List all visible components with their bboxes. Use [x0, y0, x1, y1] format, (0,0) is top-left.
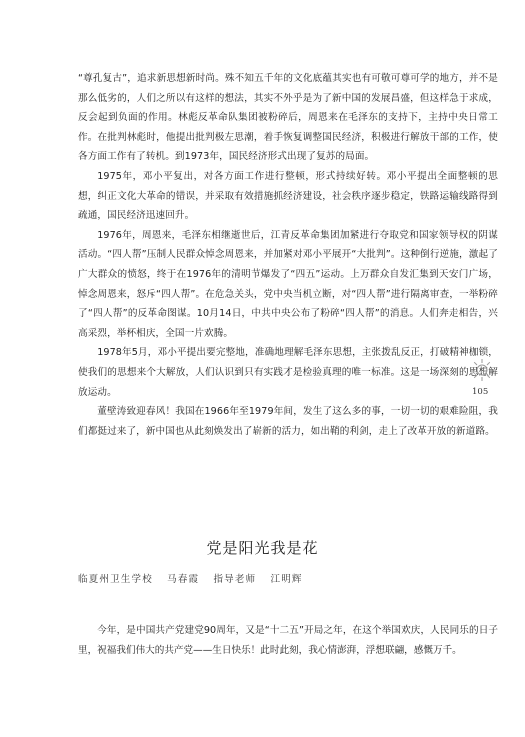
teacher-name: 江明辉 — [270, 574, 303, 585]
sun-ornament-icon — [470, 358, 494, 382]
paragraph-5: 董壁涛致迎春风！我国在1966年至1979年间，发生了这么多的事，一切一切的艰难险阻，我们都挺过来了，新中国也从此刻焕发出了崭新的活力，如出鞘的利剑，走上了改革开放的新道路。 — [78, 406, 498, 437]
main-text-block — [78, 69, 498, 441]
page-marker — [466, 358, 506, 408]
article-title: 党是阳光我是花 — [206, 539, 319, 557]
author-name: 马春霞 — [167, 574, 200, 585]
paragraph-1: “尊孔复古”，追求新思想新时尚。殊不知五千年的文化底蕴其实也有可敬可尊可学的地方，并不是那么低劣的，人们之所以有这样的想法，其实不外乎是为了新中国的发展昌盛，但这样急于求成，反会起到负面的作用。林彪反革命队集团被粉碎后，周恩来在毛泽东的支持下，主持中央日常工作。在批判林彪时，他提出批判极左思潮，着手恢复调整国民经济，积极进行解放干部的工作，使各方面工作有了转机。到1973年，国民经济形式出现了复苏的局面。 — [78, 73, 498, 163]
paragraph-3: 1976年，周恩来，毛泽东相继逝世后，江青反革命集团加紧进行夺取党和国家领导权的阴谋活动。“四人帮”压制人民群众悼念周恩来，并加紧对邓小平展开“大批判”。这种倒行逆施，激起了广大群众的愤怒，终于在1976年的清明节爆发了“四五”运动。上万群众自发汇集到天安门广场，悼念周恩来，怒斥“四人帮”。在危急关头，党中央当机立断，对“四人帮”进行隔离审查，一举粉碎了“四人帮”的反革命图谋。10月14日，中共中央公布了粉碎“四人帮”的消息。人们奔走相告，兴高采烈，举杯相庆，全国一片欢腾。 — [78, 229, 498, 339]
article-body — [78, 621, 498, 661]
teacher-label: 指导老师 — [213, 574, 257, 585]
page-number: 105 — [472, 387, 489, 397]
paragraph-2: 1975年，邓小平复出，对各方面工作进行整顿，形式持续好转。邓小平提出全面整顿的思想，纠正文化大革命的错误，并采取有效措施抓经济建设，社会秩序逐步稳定，铁路运输线路得到疏通，国民经济迅速回升。 — [78, 170, 498, 222]
school-name: 临夏州卫生学校 — [78, 574, 153, 585]
article-paragraph-1: 今年，是中国共产党建党90周年，又是“十二五”开局之年，在这个举国欢庆，人民同乐的日子里，祝福我们伟大的共产党——生日快乐！此时此刻，我心情澎湃，浮想联翩，感慨万千。 — [78, 625, 498, 656]
byline — [78, 571, 313, 585]
paragraph-4: 1978年5月，邓小平提出要完整地，准确地理解毛泽东思想，主张拨乱反正，打破精神枷锁，使我们的思想来个大解放，人们认识到只有实践才是检验真理的唯一标准。这是一场深刻的思想解放运动。 — [78, 347, 498, 398]
